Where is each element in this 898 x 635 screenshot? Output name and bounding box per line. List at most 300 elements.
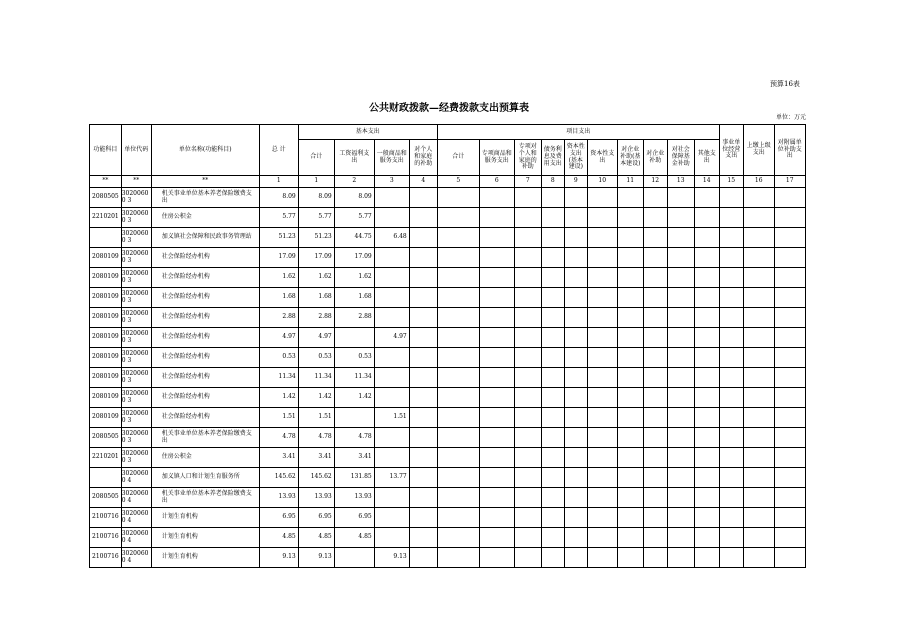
cell-empty [587,448,617,468]
header-unit-name: 单位名称(功能科目) [151,125,259,176]
cell-unit-code: 30200600 3 [121,248,151,268]
header-index-cell: 15 [719,176,743,188]
header-enterprise: 事业单位经营支出 [719,125,743,176]
cell-empty [774,248,805,268]
cell-empty [541,348,564,368]
header-basic-sub: 一般商品和服务支出 [374,140,409,176]
cell-empty [514,288,541,308]
header-index-cell: 2 [334,176,374,188]
cell-empty [643,348,667,368]
cell-empty [774,408,805,428]
cell-value [374,348,409,368]
cell-value: 51.23 [259,228,298,248]
table-row [90,388,806,408]
cell-value [409,448,437,468]
cell-empty [774,288,805,308]
cell-value [409,208,437,228]
cell-unit-name: 社会保险经办机构 [151,248,259,268]
cell-empty [743,508,774,528]
cell-empty [617,468,643,488]
cell-empty [541,528,564,548]
cell-value [374,388,409,408]
cell-value [334,548,374,568]
header-project-sub: 资本性支出(基本建设) [564,140,587,176]
cell-unit-code: 30200600 3 [121,308,151,328]
cell-empty [719,188,743,208]
cell-empty [587,528,617,548]
cell-empty [564,328,587,348]
cell-empty [514,548,541,568]
cell-empty [437,208,479,228]
cell-value [374,368,409,388]
header-project-sub: 专项商品和服务支出 [479,140,514,176]
cell-empty [743,408,774,428]
header-index-cell: 6 [479,176,514,188]
header-index-cell: 4 [409,176,437,188]
cell-value: 11.34 [298,368,334,388]
table-row [90,228,806,248]
cell-empty [774,348,805,368]
cell-unit-name: 加义镇人口和计划生育服务所 [151,468,259,488]
cell-value: 4.78 [298,428,334,448]
cell-unit-name: 社会保险经办机构 [151,268,259,288]
cell-empty [514,228,541,248]
cell-func-code [90,468,122,488]
cell-empty [719,308,743,328]
cell-empty [587,208,617,228]
cell-empty [564,548,587,568]
budget-table [89,124,806,568]
table-row [90,448,806,468]
cell-value [374,288,409,308]
cell-empty [719,388,743,408]
cell-value [409,488,437,508]
cell-value: 44.75 [334,228,374,248]
header-index-cell: 12 [643,176,667,188]
cell-empty [694,408,719,428]
header-index-cell: 17 [774,176,805,188]
cell-empty [719,268,743,288]
cell-value: 17.09 [334,248,374,268]
cell-unit-code: 30200600 3 [121,448,151,468]
cell-unit-code: 30200600 3 [121,408,151,428]
cell-empty [667,408,694,428]
cell-empty [564,248,587,268]
cell-empty [564,468,587,488]
cell-unit-name: 社会保险经办机构 [151,388,259,408]
cell-value [374,188,409,208]
cell-empty [617,348,643,368]
cell-unit-name: 社会保险经办机构 [151,348,259,368]
cell-empty [694,548,719,568]
cell-value: 13.93 [334,488,374,508]
cell-value: 145.62 [259,468,298,488]
cell-empty [587,248,617,268]
cell-unit-code: 30200600 3 [121,388,151,408]
cell-empty [514,328,541,348]
cell-unit-name: 机关事业单位基本养老保险缴费支出 [151,488,259,508]
cell-empty [719,448,743,468]
cell-empty [667,228,694,248]
cell-empty [617,268,643,288]
header-project-sub: 对企业补助 [643,140,667,176]
cell-empty [774,488,805,508]
cell-unit-name: 社会保险经办机构 [151,328,259,348]
cell-empty [719,288,743,308]
cell-empty [743,468,774,488]
cell-unit-code: 30200600 3 [121,228,151,248]
cell-empty [479,308,514,328]
cell-empty [564,228,587,248]
cell-empty [514,308,541,328]
cell-empty [479,248,514,268]
cell-empty [541,308,564,328]
cell-empty [694,388,719,408]
cell-value: 13.93 [298,488,334,508]
cell-empty [667,488,694,508]
cell-value [374,208,409,228]
cell-empty [694,368,719,388]
cell-empty [617,488,643,508]
cell-value [374,268,409,288]
cell-empty [479,228,514,248]
cell-empty [587,368,617,388]
cell-unit-name: 社会保险经办机构 [151,308,259,328]
cell-empty [541,548,564,568]
cell-empty [667,208,694,228]
cell-value [374,488,409,508]
cell-empty [643,508,667,528]
cell-value: 13.77 [374,468,409,488]
cell-empty [617,528,643,548]
cell-value: 3.41 [298,448,334,468]
cell-func-code: 2100716 [90,508,122,528]
cell-empty [774,448,805,468]
cell-value: 1.51 [259,408,298,428]
cell-empty [514,408,541,428]
cell-func-code: 2210201 [90,448,122,468]
cell-empty [743,528,774,548]
cell-unit-code: 30200600 4 [121,488,151,508]
cell-empty [719,368,743,388]
cell-func-code: 2080109 [90,308,122,328]
cell-empty [719,548,743,568]
cell-empty [743,328,774,348]
header-index-cell: 16 [743,176,774,188]
cell-empty [587,288,617,308]
cell-value [374,308,409,328]
cell-func-code [90,228,122,248]
cell-empty [479,348,514,368]
cell-empty [587,188,617,208]
cell-empty [743,448,774,468]
cell-value: 4.97 [298,328,334,348]
cell-empty [643,468,667,488]
cell-value [374,248,409,268]
table-row [90,268,806,288]
cell-value [409,228,437,248]
cell-unit-code: 30200600 3 [121,328,151,348]
cell-empty [667,328,694,348]
cell-unit-code: 30200600 4 [121,528,151,548]
cell-value: 6.48 [374,228,409,248]
cell-empty [719,328,743,348]
cell-value: 145.62 [298,468,334,488]
cell-empty [541,488,564,508]
cell-empty [541,208,564,228]
cell-empty [437,268,479,288]
cell-empty [479,268,514,288]
cell-empty [667,508,694,528]
cell-empty [719,508,743,528]
cell-value [409,428,437,448]
cell-empty [719,248,743,268]
cell-value [409,468,437,488]
cell-value: 51.23 [298,228,334,248]
table-row [90,368,806,388]
cell-unit-code: 30200600 4 [121,508,151,528]
cell-value: 4.85 [298,528,334,548]
cell-empty [617,288,643,308]
cell-empty [643,228,667,248]
cell-empty [774,228,805,248]
cell-func-code: 2080109 [90,268,122,288]
cell-empty [643,268,667,288]
cell-value [409,268,437,288]
cell-empty [643,488,667,508]
cell-empty [774,368,805,388]
cell-empty [541,288,564,308]
cell-value: 1.62 [298,268,334,288]
cell-empty [514,468,541,488]
table-row [90,548,806,568]
cell-empty [743,368,774,388]
header-total: 总 计 [259,125,298,176]
cell-empty [643,428,667,448]
cell-empty [617,248,643,268]
cell-empty [743,268,774,288]
cell-empty [587,308,617,328]
cell-unit-name: 机关事业单位基本养老保险缴费支出 [151,188,259,208]
cell-empty [564,428,587,448]
cell-empty [743,428,774,448]
cell-empty [479,448,514,468]
cell-empty [437,388,479,408]
cell-unit-name: 加义镇社会保障和民政事务管理站 [151,228,259,248]
cell-empty [479,468,514,488]
cell-empty [437,428,479,448]
cell-empty [667,248,694,268]
cell-empty [541,368,564,388]
header-project-sub: 合计 [437,140,479,176]
cell-empty [643,528,667,548]
cell-func-code: 2080109 [90,328,122,348]
cell-value: 3.41 [334,448,374,468]
cell-value [409,288,437,308]
cell-empty [587,388,617,408]
cell-empty [743,228,774,248]
cell-empty [514,428,541,448]
cell-empty [643,408,667,428]
table-row [90,308,806,328]
cell-empty [587,468,617,488]
cell-empty [479,548,514,568]
cell-value: 1.51 [374,408,409,428]
cell-empty [667,188,694,208]
cell-empty [643,448,667,468]
cell-empty [437,368,479,388]
cell-empty [667,368,694,388]
cell-empty [514,528,541,548]
table-row [90,408,806,428]
cell-func-code: 2080109 [90,368,122,388]
cell-empty [479,488,514,508]
cell-value: 4.85 [259,528,298,548]
cell-value: 1.68 [334,288,374,308]
cell-empty [564,508,587,528]
cell-empty [479,508,514,528]
cell-empty [667,528,694,548]
cell-empty [564,408,587,428]
cell-func-code: 2080505 [90,188,122,208]
cell-value [374,428,409,448]
cell-empty [617,208,643,228]
cell-value: 4.97 [374,328,409,348]
cell-empty [694,528,719,548]
cell-value [409,508,437,528]
cell-unit-code: 30200600 4 [121,548,151,568]
cell-empty [774,328,805,348]
cell-empty [743,348,774,368]
cell-value: 1.68 [259,288,298,308]
header-project-sub: 债务利息及费用支出 [541,140,564,176]
header-unit-code: 单位代码 [121,125,151,176]
table-row [90,508,806,528]
cell-empty [694,428,719,448]
cell-empty [587,328,617,348]
cell-value: 131.85 [334,468,374,488]
cell-empty [667,428,694,448]
cell-empty [667,468,694,488]
header-basic-sub: 工资福利支出 [334,140,374,176]
cell-empty [719,348,743,368]
cell-value [409,548,437,568]
cell-unit-name: 住房公积金 [151,448,259,468]
cell-empty [694,508,719,528]
cell-value: 2.88 [334,308,374,328]
unit-label: 单位：万元 [776,114,807,121]
cell-empty [774,508,805,528]
cell-value: 1.68 [298,288,334,308]
header-index-cell: 11 [617,176,643,188]
cell-value [334,328,374,348]
table-row [90,528,806,548]
cell-empty [514,268,541,288]
cell-empty [694,308,719,328]
cell-empty [667,448,694,468]
cell-empty [617,428,643,448]
cell-empty [694,188,719,208]
table-row [90,188,806,208]
cell-value: 2.88 [259,308,298,328]
header-index-cell: 3 [374,176,409,188]
cell-unit-name: 机关事业单位基本养老保险缴费支出 [151,428,259,448]
cell-empty [514,508,541,528]
cell-value: 1.42 [334,388,374,408]
cell-empty [719,228,743,248]
cell-empty [667,388,694,408]
cell-empty [694,248,719,268]
cell-unit-name: 社会保险经办机构 [151,368,259,388]
cell-empty [437,448,479,468]
cell-value: 0.53 [259,348,298,368]
cell-empty [587,348,617,368]
cell-empty [587,548,617,568]
cell-empty [541,388,564,408]
cell-empty [667,308,694,328]
header-basic-sub: 合计 [298,140,334,176]
cell-value: 5.77 [298,208,334,228]
cell-value: 17.09 [298,248,334,268]
header-project-sub: 其他支出 [694,140,719,176]
cell-value: 4.85 [334,528,374,548]
header-basic: 基本支出 [298,125,437,140]
cell-empty [479,188,514,208]
cell-value: 4.78 [334,428,374,448]
cell-value [409,528,437,548]
cell-empty [719,468,743,488]
cell-empty [437,308,479,328]
cell-func-code: 2080109 [90,248,122,268]
cell-func-code: 2080109 [90,388,122,408]
cell-empty [587,508,617,528]
header-index-cell: 5 [437,176,479,188]
cell-empty [667,548,694,568]
cell-empty [437,548,479,568]
cell-empty [694,488,719,508]
cell-value [374,448,409,468]
cell-unit-name: 社会保险经办机构 [151,408,259,428]
cell-empty [743,188,774,208]
cell-value [409,188,437,208]
cell-value: 9.13 [259,548,298,568]
cell-value: 13.93 [259,488,298,508]
cell-value: 1.62 [334,268,374,288]
cell-func-code: 2080505 [90,488,122,508]
cell-empty [587,488,617,508]
cell-empty [437,488,479,508]
cell-empty [743,248,774,268]
cell-value: 1.62 [259,268,298,288]
header-project-sub: 资本性支出 [587,140,617,176]
cell-empty [774,188,805,208]
cell-empty [564,528,587,548]
cell-value [409,368,437,388]
cell-value: 9.13 [298,548,334,568]
cell-empty [617,508,643,528]
cell-empty [479,528,514,548]
header-index-cell: ** [151,176,259,188]
cell-empty [564,208,587,228]
cell-empty [564,488,587,508]
cell-unit-name: 计划生育机构 [151,508,259,528]
cell-value [409,308,437,328]
cell-empty [437,328,479,348]
cell-value [409,328,437,348]
cell-func-code: 2080109 [90,288,122,308]
cell-empty [479,368,514,388]
cell-empty [643,188,667,208]
